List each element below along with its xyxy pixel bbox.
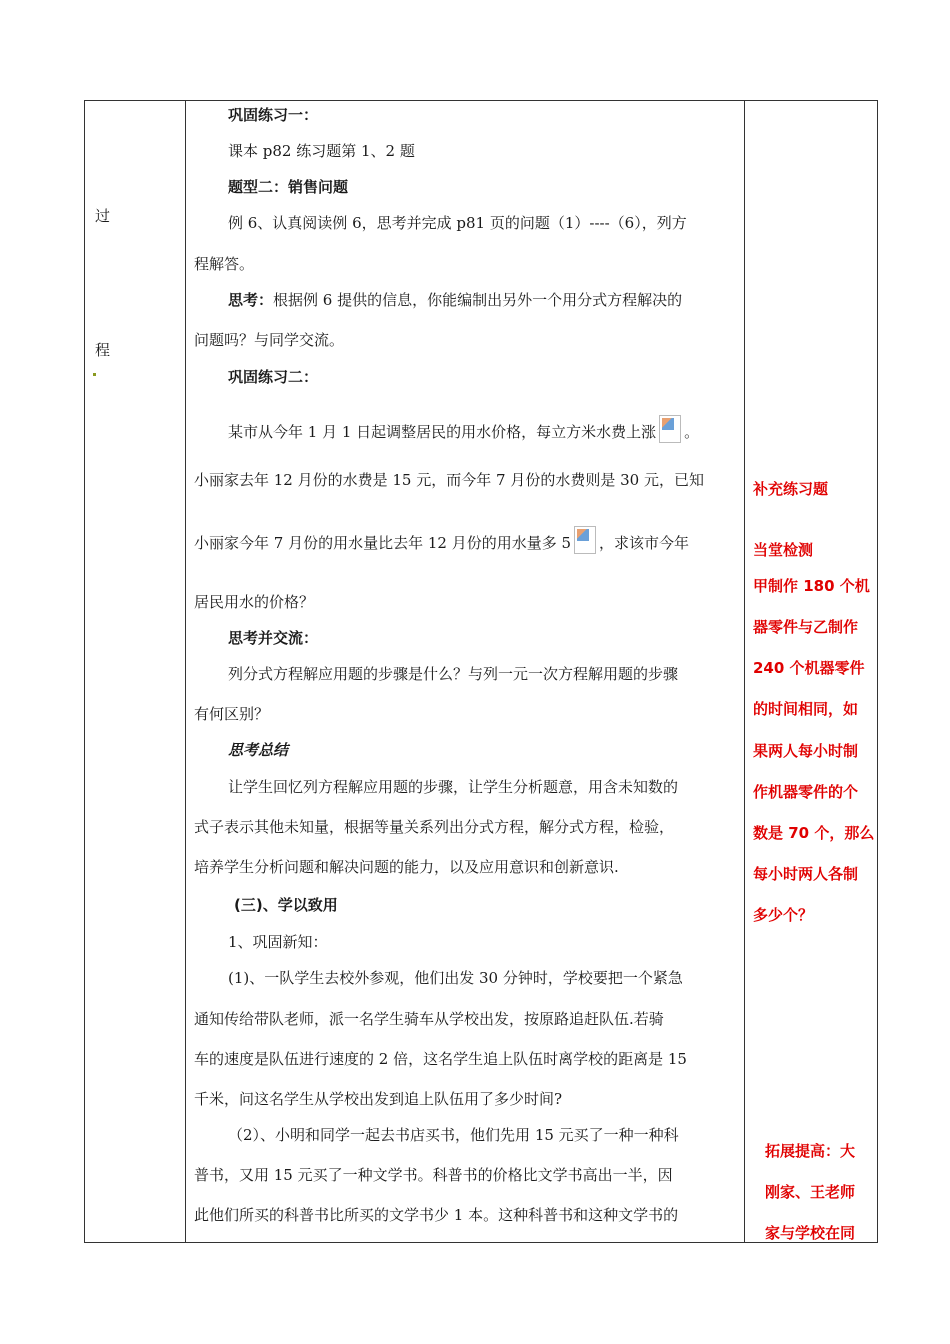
paragraph-line: 普书，又用 15 元买了一种文学书。科普书的价格比文学书高出一半，因 [194,1166,673,1184]
paragraph-line: 程解答。 [194,255,255,273]
note-line: 作机器零件的个 [753,783,859,801]
paragraph-line: 此他们所买的科普书比所买的文学书少 1 本。这种科普书和这种文学书的 [194,1206,679,1224]
paragraph-line: 例 6、认真阅读例 6，思考并完成 p81 页的问题（1）----（6），列方 [228,214,687,232]
note-line: 240 个机器零件 [753,659,865,677]
heading-summary: 思考总结 [228,741,289,759]
think-label: 思考： [228,291,274,309]
paragraph-line: 1、巩固新知： [228,933,328,951]
note-line: 刚家、王老师 [765,1183,856,1201]
problem-text: 某市从今年 1 月 1 日起调整居民的用水价格，每立方米水费上涨 [228,423,657,441]
heading-practice-two: 巩固练习二： [228,368,319,386]
problem-text-end: ，求该市今年 [599,534,690,552]
think-text: 根据例 6 提供的信息，你能编制出另外一个用分式方程解决的 [273,291,683,309]
heading-practice-one: 巩固练习一： [228,106,319,124]
problem-text-end: 。 [684,423,700,441]
paragraph-line: 居民用水的价格？ [194,593,315,611]
note-line: 多少个？ [753,906,814,924]
paragraph-line: 有何区别？ [194,705,270,723]
note-line: 果两人每小时制 [753,742,859,760]
paragraph-line: （2）、小明和同学一起去书店买书，他们先用 15 元买了一种一种科 [228,1126,679,1144]
paragraph-line: 让学生回忆列方程解应用题的步骤，让学生分析题意，用含未知数的 [228,778,679,796]
note-line: 拓展提高：大 [765,1142,856,1160]
notes-column [745,101,877,1242]
paragraph-line: 课本 p82 练习题第 1、2 题 [228,142,415,160]
section-label-char: 过 [95,207,111,225]
paragraph-line: 培养学生分析问题和解决问题的能力，以及应用意识和创新意识. [194,858,619,876]
paragraph-line: 列分式方程解应用题的步骤是什么？与列一元一次方程解用题的步骤 [228,665,679,683]
heading-think-discuss: 思考并交流： [228,629,319,647]
main-content-column [186,101,744,1242]
problem-text: 小丽家今年 7 月份的用水量比去年 12 月份的用水量多 5 [194,534,572,552]
paragraph-line [228,290,738,310]
paragraph-line [194,526,738,554]
paragraph-line: 小丽家去年 12 月份的水费是 15 元，而今年 7 月份的水费则是 30 元，已知 [194,471,704,489]
lesson-plan-table [84,100,878,1243]
paragraph-line [228,415,738,443]
paragraph-line: (1)、一队学生去校外参观，他们出发 30 分钟时，学校要把一个紧急 [228,969,683,987]
section-label-char: 程 [95,341,111,359]
note-line: 每小时两人各制 [753,865,859,883]
section-label-column [85,101,185,1242]
paragraph-line: 问题吗？与同学交流。 [194,331,345,349]
note-line: 器零件与乙制作 [753,618,859,636]
note-line: 甲制作 180 个机 [753,577,870,595]
note-line: 家与学校在同 [765,1224,856,1242]
paragraph-line: 千米，问这名学生从学校出发到追上队伍用了多少时间? [194,1090,563,1108]
paragraph-line: 车的速度是队伍进行速度的 2 倍，这名学生追上队伍时离学校的距离是 15 [194,1050,687,1068]
paragraph-line: 式子表示其他未知量，根据等量关系列出分式方程，解分式方程，检验， [194,818,675,836]
broken-image-icon [574,526,596,554]
note-line: 当堂检测 [753,541,814,559]
stray-dot-mark [93,373,96,376]
note-line: 的时间相同，如 [753,700,859,718]
broken-image-icon [659,415,681,443]
note-line: 补充练习题 [753,480,829,498]
paragraph-line: 通知传给带队老师，派一名学生骑车从学校出发，按原路追赶队伍.若骑 [194,1010,664,1028]
heading-type-two: 题型二：销售问题 [228,178,349,196]
heading-apply: (三)、学以致用 [234,896,338,914]
note-line: 数是 70 个，那么 [753,824,875,842]
